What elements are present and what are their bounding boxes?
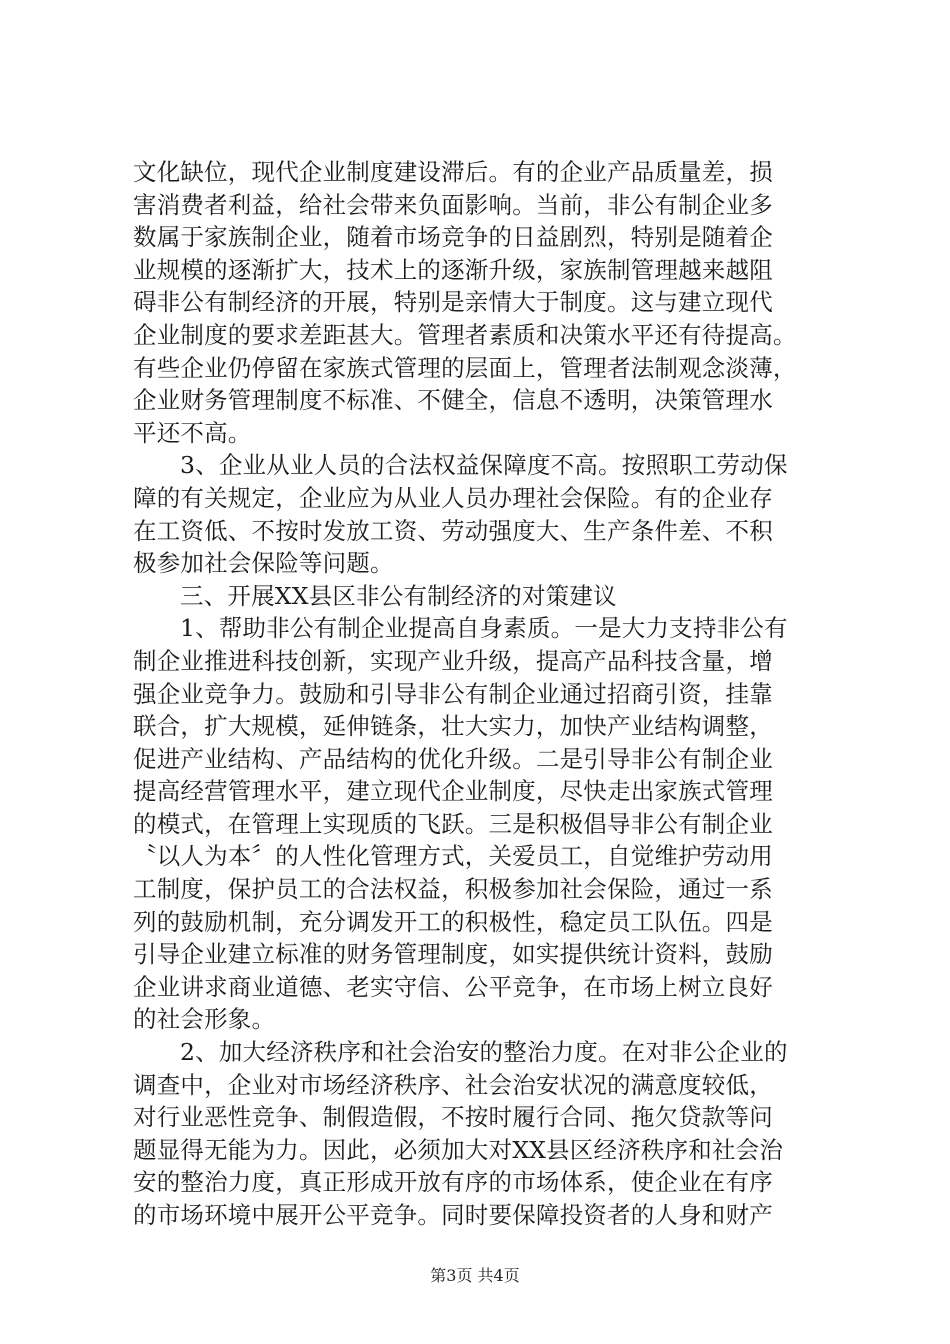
text-line: 的模式，在管理上实现质的飞跃。三是积极倡导非公有制企业	[133, 809, 773, 838]
text-line: 在工资低、不按时发放工资、劳动强度大、生产条件差、不积	[133, 516, 773, 545]
paragraph-start-line: 1、帮助非公有制企业提高自身素质。一是大力支持非公有	[180, 614, 788, 643]
document-body	[133, 156, 833, 1232]
text-line: 业规模的逐渐扩大，技术上的逐渐升级，家族制管理越来越阻	[133, 255, 773, 284]
text-line: 对行业恶性竞争、制假造假，不按时履行合同、拖欠贷款等问	[133, 1103, 773, 1132]
text-line: 制企业推进科技创新，实现产业升级，提高产品科技含量，增	[133, 646, 773, 675]
paragraph-start-line: 2、加大经济秩序和社会治安的整治力度。在对非公企业的	[180, 1038, 788, 1067]
text-line: 有些企业仍停留在家族式管理的层面上，管理者法制观念淡薄，	[133, 353, 797, 382]
text-line: 的社会形象。	[133, 1005, 276, 1034]
text-line: 列的鼓励机制，充分调发开工的积极性，稳定员工队伍。四是	[133, 907, 773, 936]
text-line: 企业制度的要求差距甚大。管理者素质和决策水平还有待提高。	[133, 320, 797, 349]
text-line: 安的整治力度，真正形成开放有序的市场体系，使企业在有序	[133, 1168, 773, 1197]
text-line: 题显得无能为力。因此，必须加大对XX县区经济秩序和社会治	[133, 1135, 784, 1164]
section-heading: 三、开展XX县区非公有制经济的对策建议	[180, 581, 617, 610]
text-line: 强企业竞争力。鼓励和引导非公有制企业通过招商引资，挂靠	[133, 679, 773, 708]
text-line: 文化缺位，现代企业制度建设滞后。有的企业产品质量差，损	[133, 158, 773, 186]
text-line: 碍非公有制经济的开展，特别是亲情大于制度。这与建立现代	[133, 288, 773, 317]
page-number-footer: 第3页 共4页	[430, 1266, 520, 1285]
text-line: 极参加社会保险等问题。	[133, 549, 394, 578]
text-line: 〝以人为本〞的人性化管理方式，关爱员工，自觉维护劳动用	[133, 842, 773, 871]
text-line: 障的有关规定，企业应为从业人员办理社会保险。有的企业存	[133, 483, 773, 512]
text-line: 促进产业结构、产品结构的优化升级。二是引导非公有制企业	[133, 744, 773, 773]
paragraph-start-line: 3、企业从业人员的合法权益保障度不高。按照职工劳动保	[180, 451, 788, 480]
text-line: 调查中，企业对市场经济秩序、社会治安状况的满意度较低，	[133, 1070, 773, 1099]
text-line: 引导企业建立标准的财务管理制度，如实提供统计资料，鼓励	[133, 940, 773, 969]
text-line: 企业讲求商业道德、老实守信、公平竞争，在市场上树立良好	[133, 972, 773, 1001]
text-line: 平还不高。	[133, 418, 252, 447]
text-line: 企业财务管理制度不标准、不健全，信息不透明，决策管理水	[133, 386, 773, 415]
text-line: 害消费者利益，给社会带来负面影响。当前，非公有制企业多	[133, 190, 773, 219]
text-line: 联合，扩大规模，延伸链条，壮大实力，加快产业结构调整，	[133, 712, 773, 741]
text-line: 提高经营管理水平，建立现代企业制度，尽快走出家族式管理	[133, 777, 773, 806]
text-line: 数属于家族制企业，随着市场竞争的日益剧烈，特别是随着企	[133, 223, 773, 252]
text-line: 的市场环境中展开公平竞争。同时要保障投资者的人身和财产	[133, 1201, 773, 1229]
text-line: 工制度，保护员工的合法权益，积极参加社会保险，通过一系	[133, 875, 773, 904]
